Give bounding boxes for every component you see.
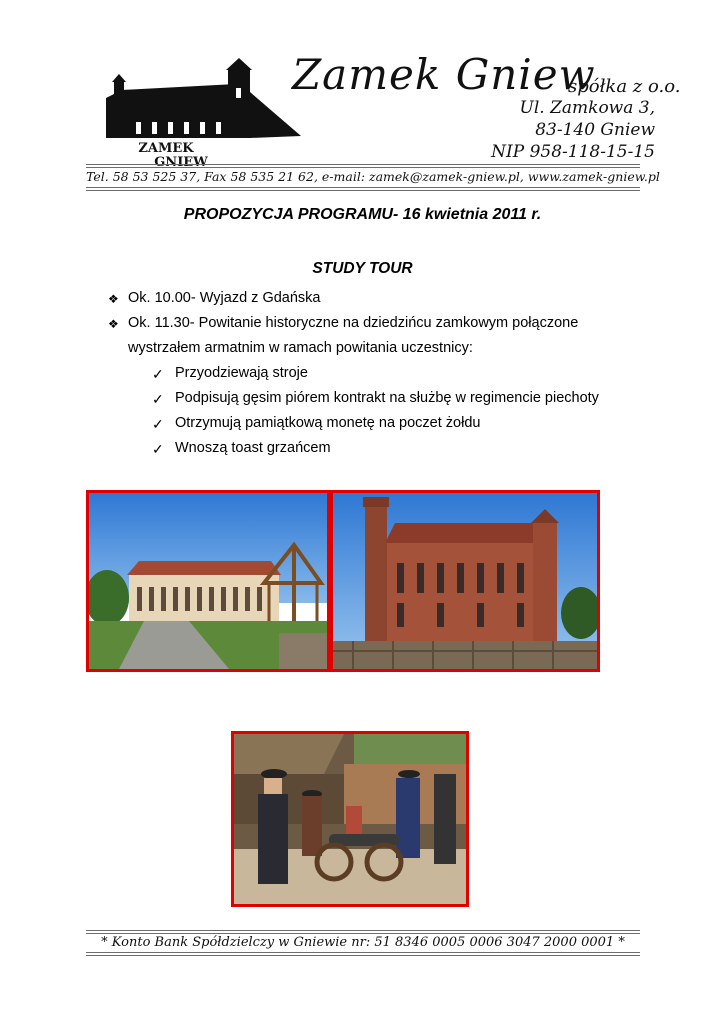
- divider-top-1: [86, 164, 640, 165]
- bank-account-line: * Konto Bank Spółdzielczy w Gniewie nr: 51 8346 0005 0006 3047 2000 0001 *: [101, 935, 625, 950]
- list-item-continuation: wystrzałem armatnim w ramach powitania uczestnicy:: [128, 340, 473, 356]
- address-street: Ul. Zamkowa 3,: [519, 98, 655, 118]
- contact-line: Tel. 58 53 525 37, Fax 58 535 21 62, e-mail: zamek@zamek-gniew.pl, www.zamek-gniew.pl: [86, 169, 660, 184]
- castle-logo-icon: [96, 58, 311, 168]
- nip-number: NIP 958-118-15-15: [491, 142, 655, 162]
- photo-castle-facade: [330, 490, 600, 672]
- sub-list-item: Wnoszą toast grzańcem: [175, 440, 331, 456]
- divider-top-4: [86, 190, 640, 191]
- diamond-bullet-icon: ❖: [108, 317, 119, 331]
- sub-list-item: Podpisują gęsim piórem kontrakt na służbę w regimencie piechoty: [175, 390, 599, 406]
- divider-bottom-3: [86, 952, 640, 953]
- company-name: Zamek Gniew: [292, 50, 596, 99]
- document-title: PROPOZYCJA PROGRAMU- 16 kwietnia 2011 r.: [183, 206, 542, 223]
- divider-top-3: [86, 187, 640, 188]
- logo-text-2: GNIEW: [154, 155, 208, 168]
- logo-text-1: ZAMEK: [138, 141, 194, 156]
- sub-list-item: Przyodziewają stroje: [175, 365, 308, 381]
- checkmark-icon: ✓: [152, 366, 164, 382]
- divider-bottom-2: [86, 933, 640, 934]
- photo-reenactment-cannon: [231, 731, 469, 907]
- list-item: Ok. 10.00- Wyjazd z Gdańska: [128, 290, 321, 306]
- diamond-bullet-icon: ❖: [108, 292, 119, 306]
- divider-top-2: [86, 167, 640, 168]
- document-subtitle: STUDY TOUR: [312, 260, 413, 277]
- checkmark-icon: ✓: [152, 416, 164, 432]
- castle-logo: [96, 58, 311, 168]
- address-city: 83-140 Gniew: [535, 120, 655, 140]
- checkmark-icon: ✓: [152, 391, 164, 407]
- sub-list-item: Otrzymują pamiątkową monetę na poczet żołdu: [175, 415, 481, 431]
- checkmark-icon: ✓: [152, 441, 164, 457]
- list-item: Ok. 11.30- Powitanie historyczne na dziedzińcu zamkowym połączone: [128, 315, 579, 331]
- divider-bottom-1: [86, 930, 640, 931]
- divider-bottom-4: [86, 955, 640, 956]
- company-suffix: spółka z o.o.: [568, 76, 681, 97]
- photo-castle-courtyard: [86, 490, 330, 672]
